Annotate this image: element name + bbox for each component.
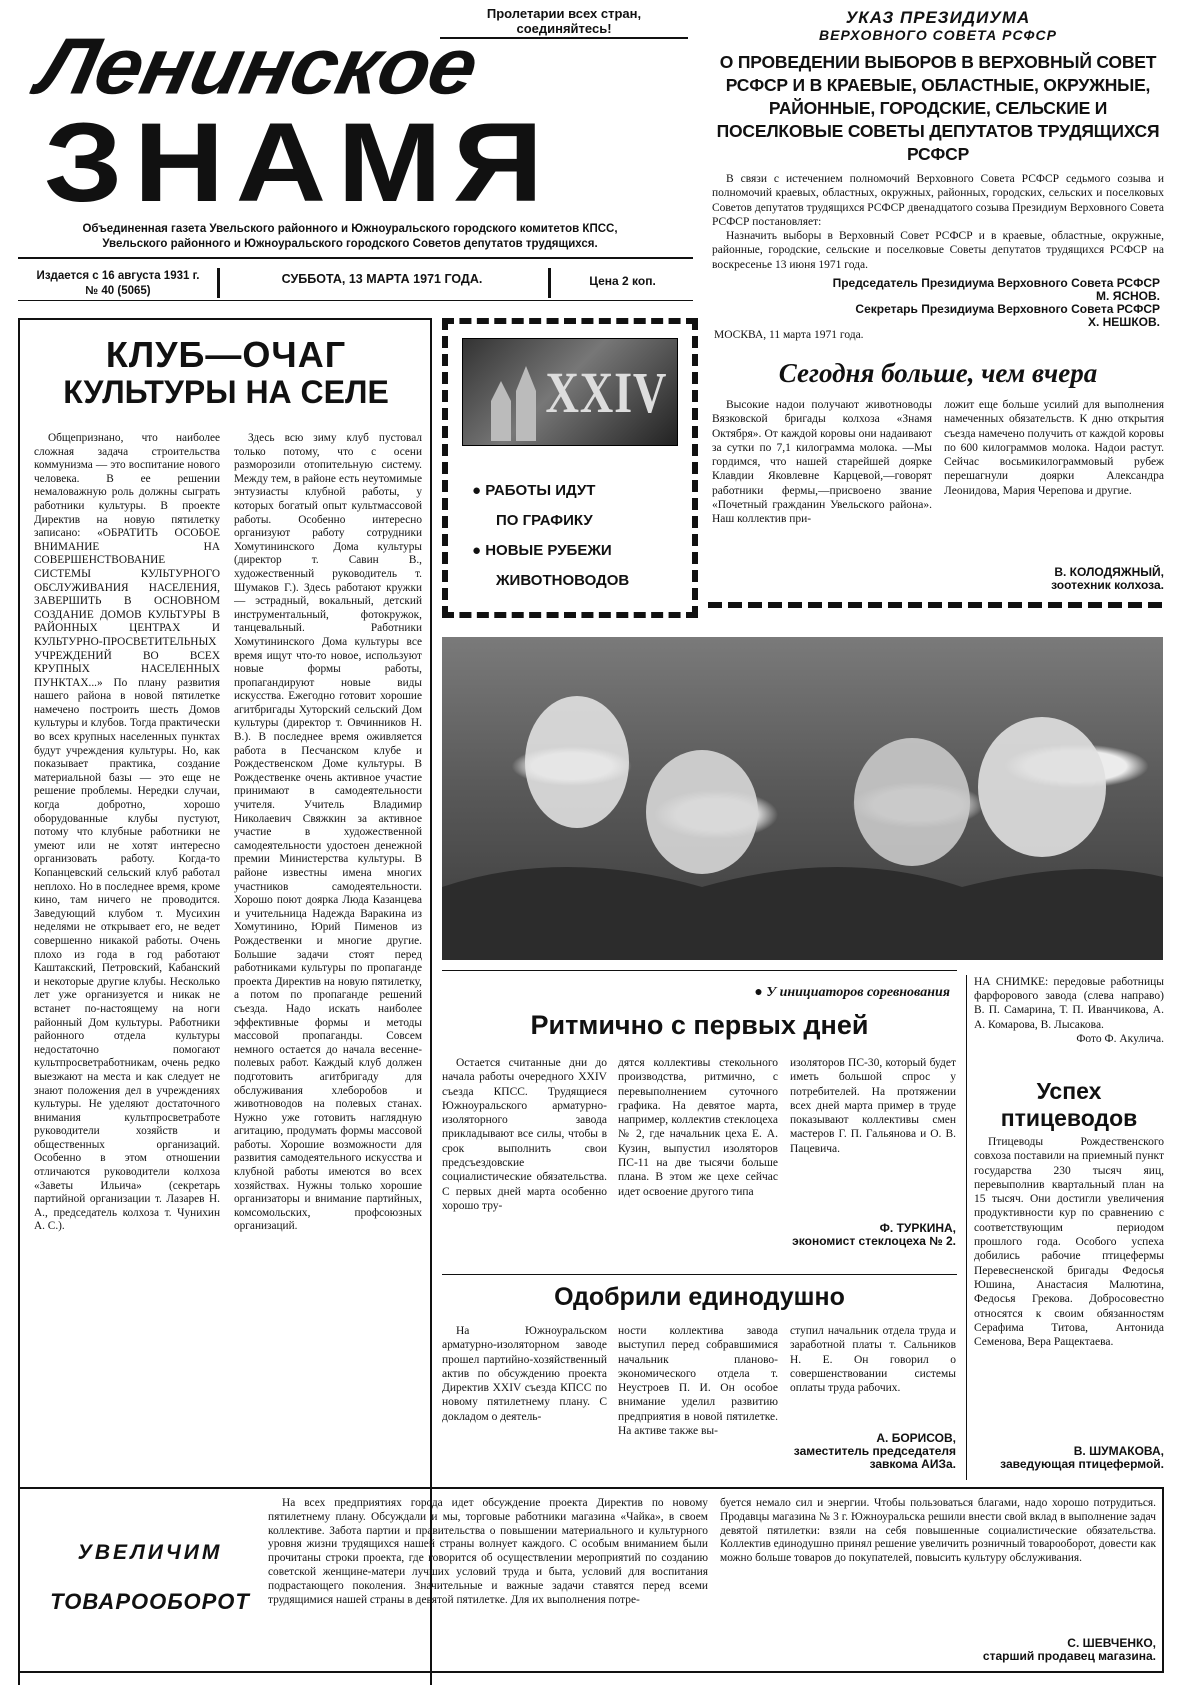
photo-caption-text: НА СНИМКЕ: передовые работницы фарфорового завода (слева направо) В. П. Самарина, Т. П. Иванчикова, А. А. Комарова, В. Лысакова.	[974, 976, 1164, 1031]
poultry-headline	[974, 1078, 1164, 1132]
trade-signature	[720, 1637, 1156, 1663]
trade-column-1: На всех предприятиях города идет обсуждение проекта Директив по новому пятилетнему плану. Обсуждали и мы, торговые работники магазина «Чайка», в своем коллективе. Забота партии и правительства о повышении материального и культурного уровня жизни трудящихся нашей страны волнует каждого. С особым вниманием были прочитаны строки проекта, где говорится об осуществлении мероприятий по созданию советской женщине-матери лучших условий труда и быта, условий для воспитания подрастающего поколения. Значительные и важные задачи ставятся перед всеми трудящимися нашей страны в девятой пятилетке. Для их выполнения потре-	[268, 1497, 708, 1606]
emblem-image	[462, 338, 678, 446]
trade-headline-1: УВЕЛИЧИМ	[77, 1541, 223, 1564]
club-headline-2: КУЛЬТУРЫ НА СЕЛЕ	[63, 374, 389, 410]
photo-caption	[974, 975, 1164, 1046]
decree-paragraph: В связи с истечением полномочий Верховного Совета РСФСР седьмого созыва и полномочий краевых, областных, окружных, районных, городских, сельских и поселковых Советов депутатов трудящихся РСФСР двенадцатого созыва Президиум Верховного Совета РСФСР постановляет:	[712, 173, 1164, 228]
decree-signature-role: Председатель Президиума Верховного Совета РСФСР	[832, 276, 1160, 291]
separator	[708, 602, 1164, 608]
emblem-item-2: ● НОВЫЕ РУБЕЖИ	[472, 542, 612, 559]
rhythm-column-2: дятся коллективы стекольного производства, ритмично, с перевыполнением суточного графика. На девятое марта, например, коллектив стеклоцеха № 2, где начальник цеха Е. А. Кузин, выпустил изоляторов ПС-11 на две тысячи больше плана. В этом же цехе сейчас идет освоение другого типа	[618, 1057, 778, 1198]
issue-date: СУББОТА, 13 МАРТА 1971 ГОДА.	[281, 272, 483, 286]
trade-signature-name: С. ШЕВЧЕНКО,	[1067, 1636, 1156, 1650]
trade-column-2: буется немало сил и энергии. Чтобы пользоваться благами, надо хорошо потрудиться. Продавцы магазина № 3 г. Южноуральска решили внести свой вклад в выполнение задач девятой пятилетки: взяли на себя повышенные социалистические обязательства. Коллектив единодушно принял решение увеличить розничный товарооборот, довести как можно больше товаров до покупателей, повысить культуру обслуживания.	[720, 1497, 1156, 1565]
rhythm-signature-role: экономист стеклоцеха № 2.	[792, 1234, 956, 1248]
approved-column-2: ности коллектива завода выступил перед собравшимися начальник планово-экономического отдела т. Неустроев П. И. Он особое внимание уделил развитию предприятия в новой пятилетке. На активе также вы-	[618, 1325, 778, 1438]
today-signature-role: зоотехник колхоза.	[1051, 578, 1164, 592]
decree-headline: О ПРОВЕДЕНИИ ВЫБОРОВ В ВЕРХОВНЫЙ СОВЕТ РСФСР И В КРАЕВЫЕ, ОБЛАСТНЫЕ, ОКРУЖНЫЕ, РАЙОННЫЕ, ГОРОДСКИЕ, СЕЛЬСКИЕ И ПОСЕЛКОВЫЕ СОВЕТЫ ДЕПУТАТОВ ТРУДЯЩИХСЯ РСФСР	[716, 52, 1160, 164]
emblem-item-1: ● РАБОТЫ ИДУТ	[472, 482, 596, 499]
photo-figures	[442, 637, 1163, 960]
trade-article	[18, 1487, 1164, 1673]
decree-paragraph-2: Назначить выборы в Верховный Совет РСФСР и в краевые, областные, окружные, районные, городские, сельские и поселковые Советы депутатов трудящихся РСФСР на воскресенье 13 июня 1971 года.	[712, 230, 1164, 271]
approved-signature	[790, 1432, 956, 1471]
slogan: Пролетарии всех стран, соединяйтесь!	[440, 6, 688, 39]
today-headline: Сегодня больше, чем вчера	[778, 358, 1098, 388]
trade-signature-role: старший продавец магазина.	[982, 1649, 1156, 1663]
photo-credit: Фото Ф. Акулича.	[1076, 1032, 1164, 1045]
decree-place: МОСКВА, 11 марта 1971 года.	[714, 329, 864, 342]
poultry-headline-2: птицеводов	[1000, 1105, 1138, 1131]
decree-signature-name: М. ЯСНОВ.	[1096, 289, 1160, 304]
rhythm-signature	[790, 1222, 956, 1248]
poultry-signature-name: В. ШУМАКОВА,	[1073, 1444, 1164, 1458]
trade-headline-2: ТОВАРООБОРОТ	[50, 1589, 250, 1614]
today-signature	[944, 566, 1164, 592]
logo-line1: Ленинское	[30, 21, 486, 111]
workers-photo	[442, 637, 1163, 960]
logo-line2: ЗНАМЯ	[44, 100, 555, 225]
rhythm-headline: Ритмично с первых дней	[530, 1010, 869, 1040]
club-headline	[26, 336, 426, 410]
approved-column-1: На Южноуральском арматурно-изоляторном заводе прошел партийно-хозяйственный актив по обсуждению проекта Директив XXIV съезда КПСС по новому пятилетнему плану. С докладом о деятель-	[442, 1325, 607, 1423]
rhythm-column-3: изоляторов ПС-30, который будет иметь большой спрос у потребителей. На протяжении всех дней марта пример в труде показывают коллективы смен мастеров Г. П. Гальянова и О. В. Пацевича.	[790, 1057, 956, 1155]
poultry-signature	[974, 1445, 1164, 1471]
emblem-item-2b: ЖИВОТНОВОДОВ	[496, 572, 630, 589]
today-column-1: Высокие надои получают животноводы Вязковской бригады колхоза «Знамя Октября». От каждой коровы они надаивают за сутки по 7,1 килограмма молока. —Мы гордимся, что нашей старейшей доярке Клавдии Яковлевне Карцевой,—говорят работники фермы,—присвоено звание «Почетный гражданин Увельского района». Наш коллектив при-	[712, 399, 932, 526]
decree-kicker: УКАЗ ПРЕЗИДИУМА	[845, 8, 1031, 27]
approved-headline: Одобрили единодушно	[554, 1283, 845, 1311]
emblem-label: XXIV	[545, 360, 667, 425]
masthead	[0, 0, 700, 300]
today-signature-name: В. КОЛОДЯЖНЫЙ,	[1054, 565, 1164, 579]
issue-number: № 40 (5065)	[85, 285, 151, 297]
rhythm-column-1: Остается считанные дни до начала работы очередного XXIV съезда КПСС. Трудящиеся Южноуральского арматурно-изоляторного завода прикладывают все силы, чтобы в срок выполнить свои предсъездовские социалистические обязательства. С первых дней марта особенно хорошо тру-	[442, 1057, 607, 1212]
kremlin-icon	[481, 361, 551, 441]
established: Издается с 16 августа 1931 г.	[36, 270, 200, 282]
decree-kicker-2: ВЕРХОВНОГО СОВЕТА РСФСР	[819, 27, 1057, 43]
poultry-signature-role: заведующая птицефермой.	[1000, 1457, 1164, 1471]
decree-signature-role-2: Секретарь Президиума Верховного Совета РСФСР	[855, 302, 1160, 317]
club-column-1: Общепризнано, что наиболее сложная задача строительства коммунизма — это воспитание нового человека. В ее решении немаловажную роль должны сыграть работники культуры. В проекте Директив на новую пятилетку записано: «ОБРАТИТЬ ОСОБОЕ ВНИМАНИЕ НА СОВЕРШЕНСТВОВАНИЕ СИСТЕМЫ КУЛЬТУРНОГО ОБСЛУЖИВАНИЯ НАСЕЛЕНИЯ, ЗАВЕРШИТЬ В ОСНОВНОМ СОЗДАНИЕ ДОМОВ КУЛЬТУРЫ В РАЙОННЫХ ЦЕНТРАХ И КУЛЬТУРНО-ПРОСВЕТИТЕЛЬНЫХ УЧРЕЖДЕНИЙ ВО ВСЕХ КРУПНЫХ НАСЕЛЕННЫХ ПУНКТАХ...» По плану развития нашего района в новой пятилетке намечено построить шесть Домов культуры и клубов. Тогда практически во всех крупных населенных пунктах будут учреждения культуры. Но, как показывает практика, создание материальной базы — это еще не решение проблемы. Нередки случаи, когда добротно, хорошо оборудованные клубы пустуют, потому что клубные работники не умеют или не хотят интересно организовать работу. Когда-то Копанцевский сельский клуб работал неплохо. Но в последнее время, кроме кино, там ничего не проводится. Заведующий клубом т. Мусихин неделями не открывает его, не ведет совершенно никакой работы. Очень плохо из года в год работают Каштакский, Петровский, Кабанский и некоторые другие клубы. Несколько лет уже организуется и никак не встанет по-настоящему на ноги районный Дом культуры. Работники районного отдела культуры недостаточно помогают культпросветработникам, очень редко выезжают на места и как следует не знают положения дел в учреждениях культуры. Не уделяют достаточного внимания культпросветработе руководители хозяйств и общественных организаций. Особенно в этом отношении отличаются руководители колхоза «Заветы Ильича» (секретарь партийной организации т. Лазарев Н. А., председатель колхоза т. Чунихин А. С.).	[34, 432, 220, 1233]
approved-signature-role: заместитель председателя завкома АИЗа.	[793, 1444, 956, 1471]
emblem-item-1b: ПО ГРАФИКУ	[496, 512, 593, 529]
rhythm-kicker: ● У инициаторов соревнования	[754, 985, 950, 1000]
rhythm-signature-name: Ф. ТУРКИНА,	[879, 1221, 956, 1235]
club-column-2: Здесь всю зиму клуб пустовал только потому, что с осени разморозили отопительную систему. Между тем, в районе есть неутомимые энтузиасты клубной работы, у которых богатый опыт культмассовой работы. Особенно интересно организуют работу сотрудники Хомутининского Дома культуры (директор т. Савин В., художественный руководитель т. Шумаков Г.). Здесь работают кружки — эстрадный, вокальный, детский инструментальный, фотокружок, танцевальный. Работники Хомутининского Дома культуры все время ищут что-то новое, используют новые формы работы, пропагандируют новые виды искусства. Ежегодно готовит хорошие агитбригады Хуторский сельский Дом культуры (директор т. Овчинников Н. В.). В последнее время оживляется работа в Песчанском клубе и Рождественском Доме культуры. В Рождественке очень активное участие принимают в самодеятельности учителя. Учитель Владимир Николаевич Свяжкин за активное участие в художественной самодеятельности удостоен денежной премии Министерства культуры. В районе известны имена многих участников самодеятельности. Хорошо поют доярка Люда Казанцева и учительница Надежда Варакина из Хомутинино, Юрий Пименов из Рождественки и многие другие. Большие задачи стоят перед работниками культуры по пропаганде проекта Директив на новую пятилетку, а потом по пропаганде решений съезда. Надо искать наиболее эффективные формы и методы массовой пропаганды. Совсем немного остается до начала весенне-полевых работ. Каждый клуб должен подготовить агитбригаду для обслуживания хлеборобов и животноводов на полевых станах. Нужно уже готовить наглядную агитацию, продумать формы массовой работы. Хорошие возможности для развития самодеятельного искусства и клубной работы имеются во всех хозяйствах. Нужны только хорошие организаторы и внимание партийных, комсомольских, профсоюзных организаций.	[234, 432, 422, 1233]
approved-signature-name: А. БОРИСОВ,	[876, 1431, 956, 1445]
poultry-text: Птицеводы Рождественского совхоза поставили на приемный пункт государства 230 тысяч яиц, перевыполнив квартальный план на 15 тысяч. Они достигли увеличения продуктивности кур по сравнению с соответствующим периодом прошлого года. Особого успеха добились рабочие птицефермы Перевесненской бригады Федосья Юшина, Анастасия Малютина, Федосья Грекова. Добросовестно относятся к своим обязанностям Серафима Титова, Антонида Семенова, Вера Ращектаева.	[974, 1136, 1164, 1349]
masthead-subtitle: Объединенная газета Увельского районного и Южноуральского городского комитетов КПСС, Увельского районного и Южноуральского городского Советов депутатов трудящихся.	[82, 223, 618, 250]
club-headline-1: КЛУБ—ОЧАГ	[105, 334, 347, 375]
price: Цена 2 коп.	[589, 274, 656, 288]
decree-signature-name-2: Х. НЕШКОВ.	[1087, 315, 1160, 330]
emblem-box	[442, 318, 698, 618]
today-column-2: ложит еще больше усилий для выполнения намеченных обязательств. К дню открытия съезда намечено получить от каждой коровы по 600 килограммов молока. Надои растут. Сейчас восьмикилограммовый рубеж перешагнули доярки Александра Леонидова, Мария Черепова и другие.	[944, 399, 1164, 497]
decree-article	[712, 8, 1164, 341]
poultry-headline-1: Успех	[1036, 1078, 1102, 1104]
approved-column-3: ступил начальник отдела труда и заработной платы т. Сальников Н. Е. Он говорил о совершенствовании системы оплаты труда рабочих.	[790, 1325, 956, 1395]
